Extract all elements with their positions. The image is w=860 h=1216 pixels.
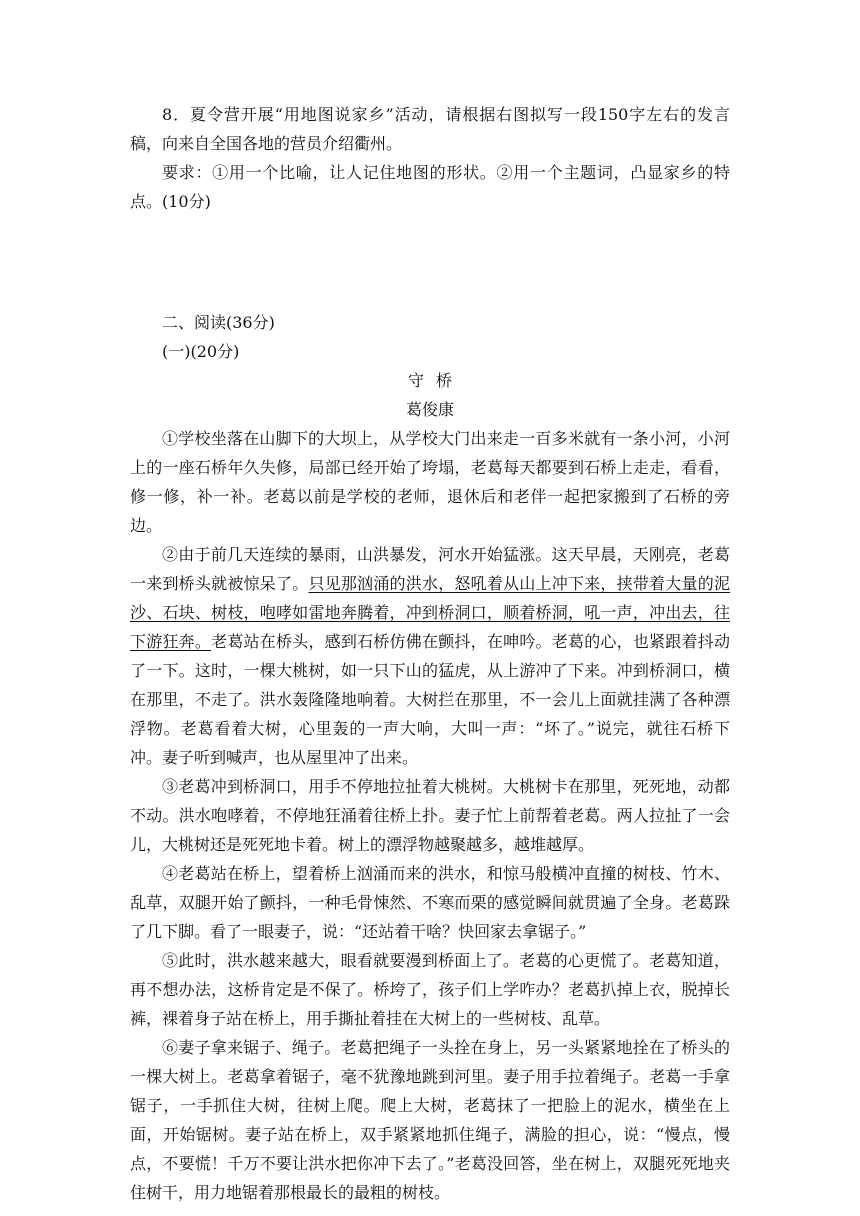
document-page: [130, 100, 730, 1207]
paragraph-1: ①学校坐落在山脚下的大坝上，从学校大门出来走一百多米就有一条小河，小河上的一座石桥年久失修，局部已经开始了垮塌，老葛每天都要到石桥上走走，看看，修一修，补一补。老葛以前是学校的老师，退休后和老伴一起把家搬到了石桥的旁边。: [130, 429, 730, 535]
answer-space: [130, 216, 730, 308]
paragraph-3: ③老葛冲到桥洞口，用手不停地拉扯着大桃树。大桃树卡在那里，死死地，动都不动。洪水咆哮着，不停地狂涌着往桥上扑。妻子忙上前帮着老葛。两人拉扯了一会儿，大桃树还是死死地卡着。树上的漂浮物越聚越多，越堆越厚。: [130, 777, 730, 854]
section-heading: 二、阅读(36分): [162, 313, 275, 332]
paragraph-6: ⑥妻子拿来锯子、绳子。老葛把绳子一头拴在身上，另一头紧紧地拴在了桥头的一棵大树上。老葛拿着锯子，毫不犹豫地跳到河里。妻子用手拉着绳子。老葛一手拿锯子，一手抓住大树，往树上爬。爬上大树，老葛抹了一把脸上的泥水，横坐在上面，开始锯树。妻子站在桥上，双手紧紧地抓住绳子，满脸的担心，说：“慢点，慢点，不要慌！千万不要让洪水把你冲下去了。”老葛没回答，坐在树上，双腿死死地夹住树干，用力地锯着那根最长的最粗的树枝。: [130, 1038, 730, 1202]
paragraph-2: [130, 540, 730, 772]
paragraph-5: ⑤此时，洪水越来越大，眼看就要漫到桥面上了。老葛的心更慌了。老葛知道，再不想办法，这桥肯定是不保了。桥垮了，孩子们上学咋办？老葛扒掉上衣，脱掉长裤，裸着身子站在桥上，用手撕扯着挂在大树上的一些树枝、乱草。: [130, 951, 730, 1028]
question-8-prompt: 8．夏令营开展“用地图说家乡”活动，请根据右图拟写一段150字左右的发言稿，向来自全国各地的营员介绍衢州。: [130, 105, 730, 153]
question-8-requirement: 要求：①用一个比喻，让人记住地图的形状。②用一个主题词，凸显家乡的特点。(10分): [130, 163, 730, 211]
paragraph-4: ④老葛站在桥上，望着桥上汹涌而来的洪水，和惊马般横冲直撞的树枝、竹木、乱草，双腿开始了颤抖，一种毛骨悚然、不寒而栗的感觉瞬间就贯遍了全身。老葛跺了几下脚。看了一眼妻子，说：“还站着干啥？快回家去拿锯子。”: [130, 864, 730, 941]
underlined-sentence: 只见那汹涌的洪水，怒吼着从山上冲下来，挟带着大量的泥沙、石块、树枝，咆哮如雷地奔腾着，冲到桥洞口，顺着桥洞，吼一声，冲出去，往下游狂奔。: [130, 574, 730, 651]
section-subheading: (一)(20分): [162, 342, 240, 361]
article-author: 葛俊康: [405, 400, 454, 419]
paragraph-2-start: ②由于前几天连续的暴雨，山洪暴发，河水开始猛涨。这天早晨，天刚亮，老葛一来到桥头就被惊呆了。: [130, 545, 730, 593]
paragraph-2-end: 老葛站在桥头，感到石桥仿佛在颤抖，在呻吟。老葛的心，也紧跟着抖动了一下。这时，一棵大桃树，如一只下山的猛虎，从上游冲了下来。冲到桥洞口，横在那里，不走了。洪水轰隆隆地响着。大树拦在那里，不一会儿上面就挂满了各种漂浮物。老葛看着大树，心里轰的一声大响，大叫一声：“坏了。”说完，就往石桥下冲。妻子听到喊声，也从屋里冲了出来。: [130, 632, 730, 767]
article-title: 守桥: [407, 371, 464, 390]
